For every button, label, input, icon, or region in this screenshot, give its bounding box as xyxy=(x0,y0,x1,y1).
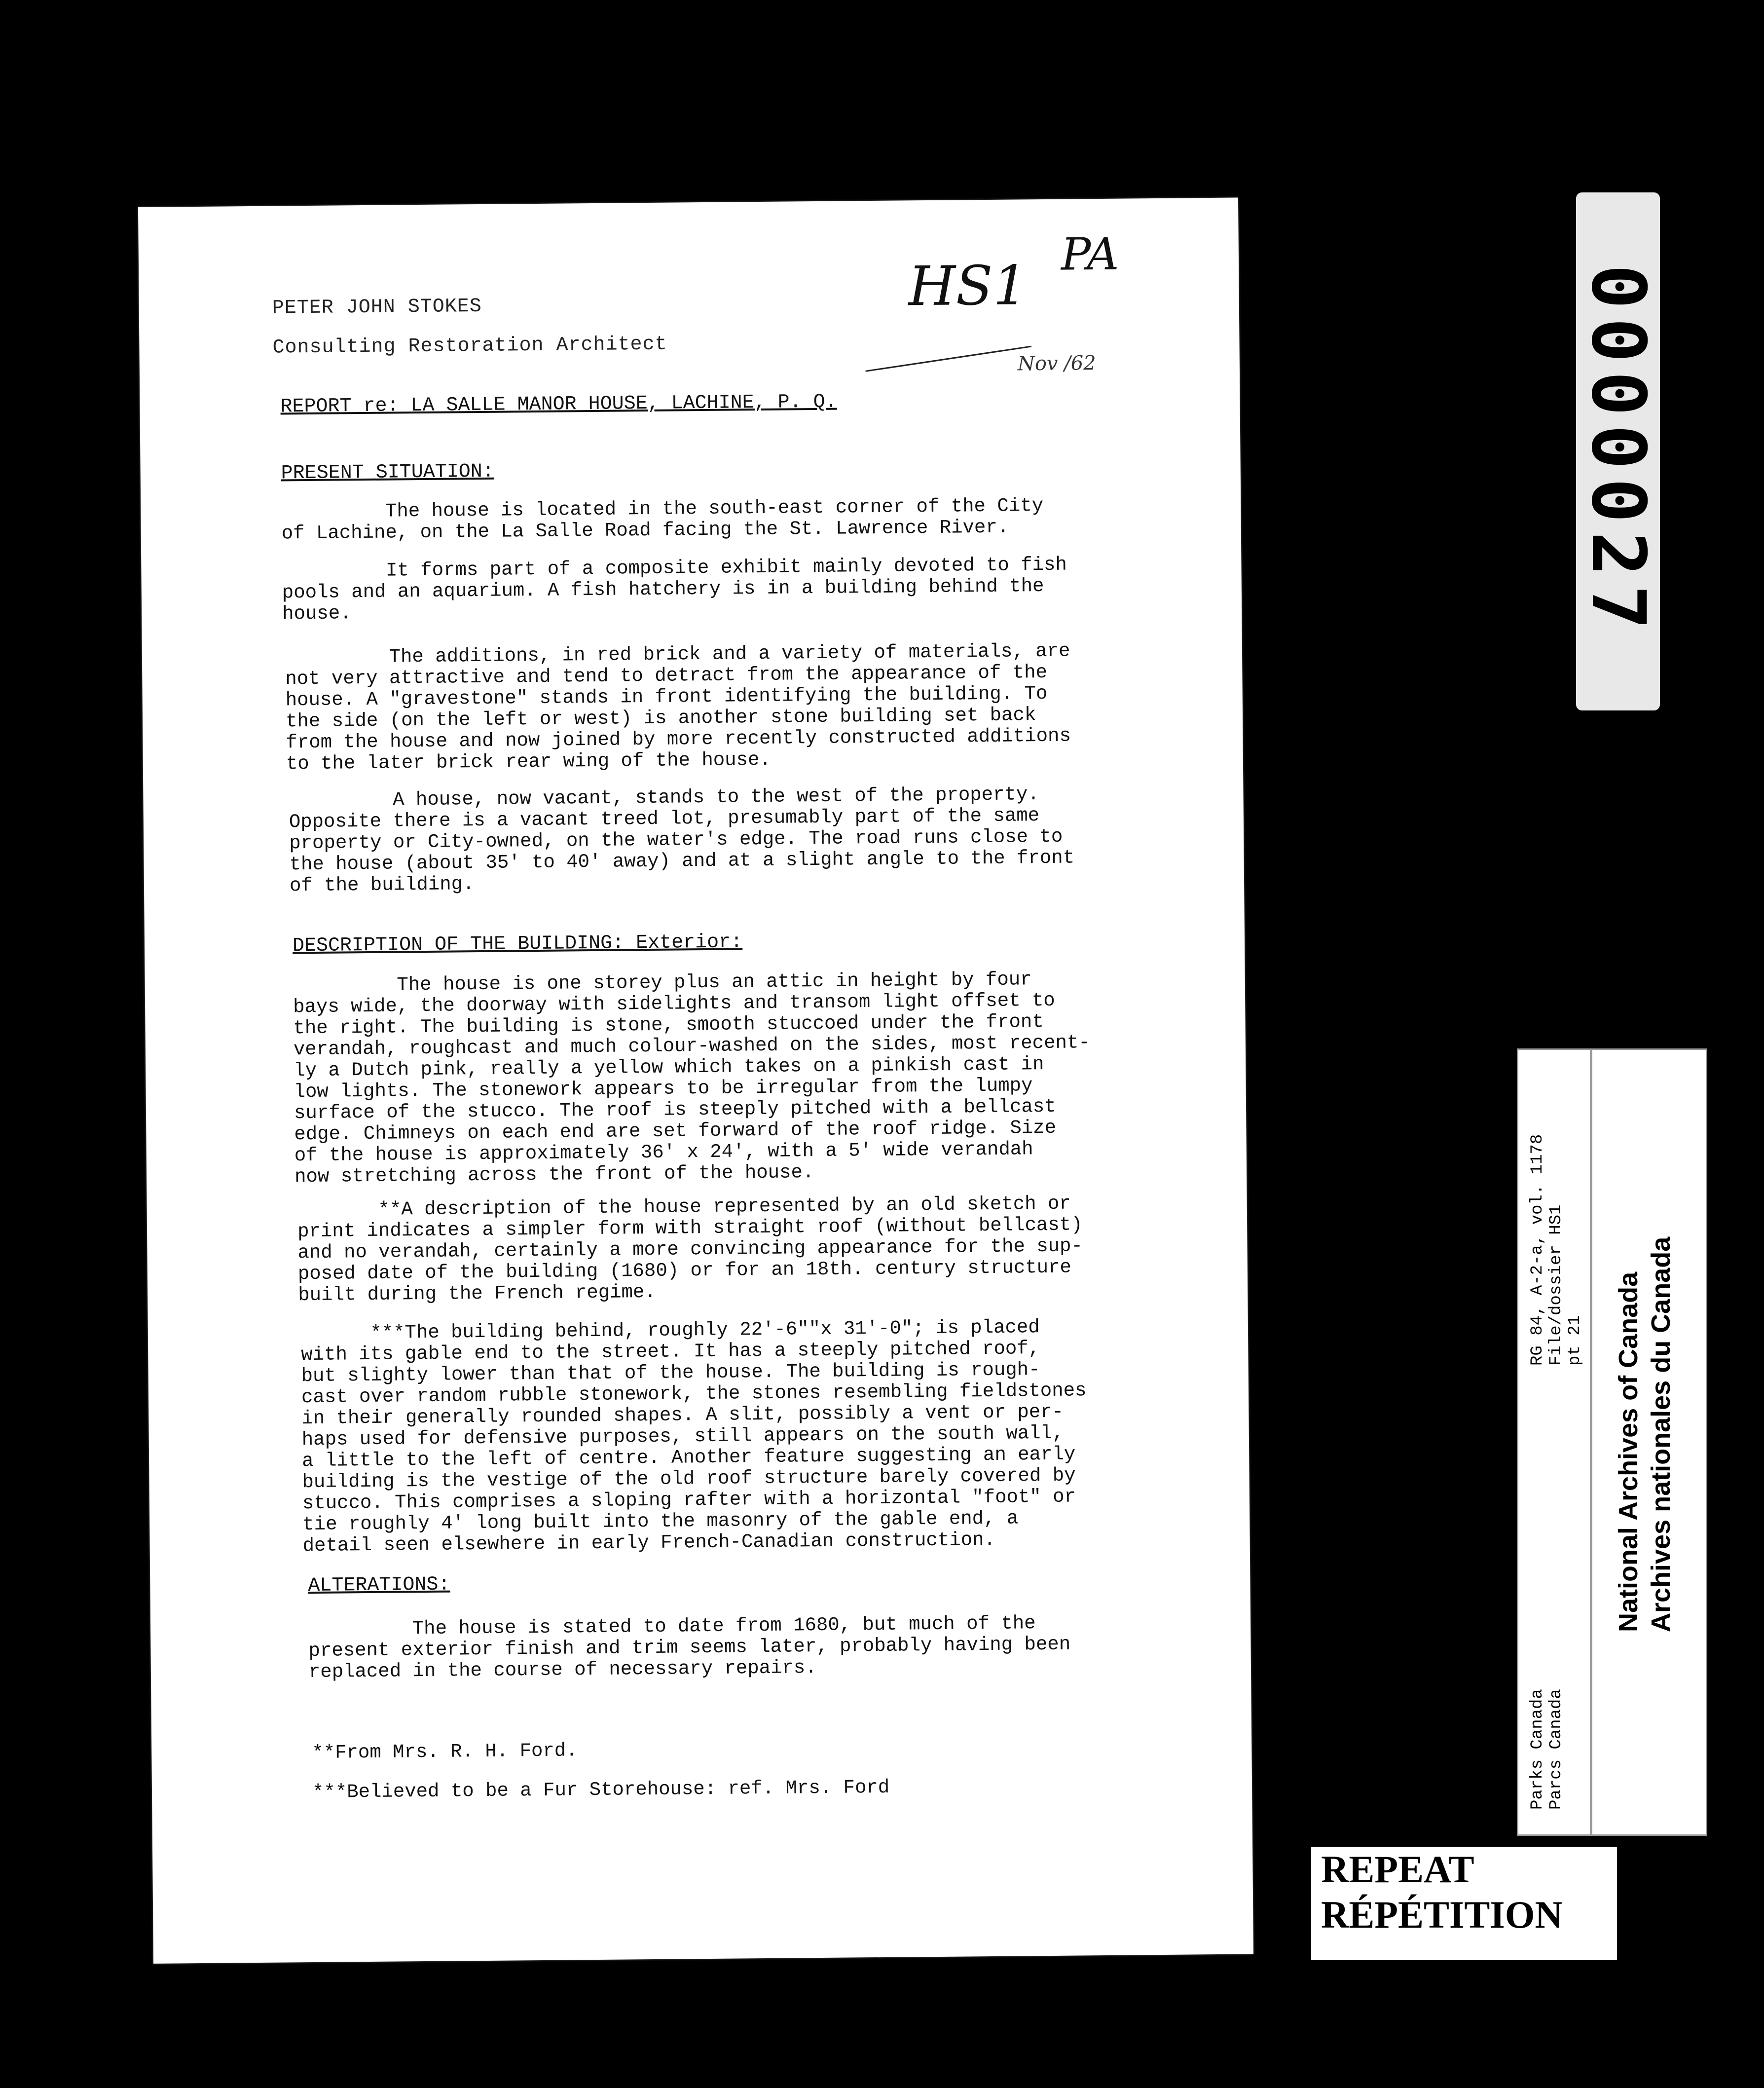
handwritten-file-ref: HS1 xyxy=(908,254,1028,318)
paragraph: The house is located in the south-east corner of the City of Lachine, on the La Salle Road facing the St. Lawrence River. xyxy=(281,495,1044,545)
stamp-line-1: REPEAT xyxy=(1321,1848,1474,1891)
reference-line-1: RG 84, A-2-a, vol. 1178 xyxy=(1528,1134,1547,1366)
archive-name-en: National Archives of Canada xyxy=(1614,1271,1643,1632)
section-heading-description: DESCRIPTION OF THE BUILDING: Exterior: xyxy=(292,931,743,958)
paragraph: The additions, in red brick and a variety of materials, are not very attractive and tend to detract from the appearance of the house. A "gravestone" stands in front identifying the building. To the side (on the left or west) is another stone building set back from the house and now joined by more recently constructed additions to the later brick rear wing of the house. xyxy=(285,640,1071,775)
paragraph: It forms part of a composite exhibit mainly devoted to fish pools and an aquarium. A fish hatchery is in a building behind the house. xyxy=(282,554,1067,625)
paragraph: The house is one storey plus an attic in height by four bays wide, the doorway with sidelights and transom light offset to the right. The building is stone, smooth stuccoed under the front verandah, roughcast and much colour-washed on the sides, most recent- ly a Dutch pink, really a yellow which takes on a pinkish cast in low lights. The stonework appears to be irregular from the lumpy surface of the stucco. The roof is steeply pitched with a bellcast edge. Chimneys on each end are set forward of the roof ridge. Size of the house is approximately 36' x 24', with a 5' wide verandah now stretching across the front of the house. xyxy=(293,969,1090,1188)
author-title: Consulting Restoration Architect xyxy=(272,333,667,359)
handwritten-stroke xyxy=(865,346,1031,372)
section-heading-alterations: ALTERATIONS: xyxy=(308,1573,450,1598)
section-heading-present: PRESENT SITUATION: xyxy=(281,460,494,485)
archive-name-label xyxy=(1591,1048,1707,1836)
reference-agency-en: Parks Canada xyxy=(1528,1689,1547,1810)
paragraph: A house, now vacant, stands to the west of the property. Opposite there is a vacant treed lot, presumably part of the same property or City-owned, on the water's edge. The road runs close to the house (about 35' to 40' away) and at a slight angle to the front of the building. xyxy=(289,783,1075,897)
footnote: ***Believed to be a Fur Storehouse: ref. Mrs. Ford xyxy=(312,1776,890,1804)
archive-reference-label xyxy=(1517,1048,1591,1836)
footnote: **From Mrs. R. H. Ford. xyxy=(312,1740,578,1764)
repeat-stamp xyxy=(1310,1845,1618,1962)
frame-number-strip xyxy=(1576,192,1660,710)
paragraph: ***The building behind, roughly 22'-6""x 31'-0"; is placed with its gable end to the street. It has a steeply pitched roof, but slighty lower than that of the house. The building is rough- cast over random rubble stonework, the stones resembling fieldstones in their generally rounded shapes. A slit, possibly a vent or per- haps used for defensive purposes, still appears on the south wall, a little to the left of centre. Another feature suggesting an early building is the vestige of the old roof structure barely covered by stucco. This comprises a sloping rafter with a horizontal "foot" or tie roughly 4' long built into the masonry of the gable end, a detail seen elsewhere in early French-Canadian construction. xyxy=(300,1316,1087,1557)
paragraph: **A description of the house represented by an old sketch or print indicates a simpler form with straight roof (without bellcast) and no verandah, certainly a more convincing appearance for the sup- posed date of the building (1680) or for an 18th. century structure built during the French regime. xyxy=(297,1193,1083,1306)
handwritten-initials: PA xyxy=(1061,228,1119,281)
author-name: PETER JOHN STOKES xyxy=(272,295,482,320)
reference-line-3: pt 21 xyxy=(1566,1315,1584,1366)
reference-line-2: File/dossier HS1 xyxy=(1547,1204,1566,1366)
archive-name-fr: Archives nationales du Canada xyxy=(1646,1236,1676,1632)
paragraph: The house is stated to date from 1680, but much of the present exterior finish and trim seems later, probably having been replaced in the course of necessary repairs. xyxy=(308,1612,1071,1683)
handwritten-date: Nov /62 xyxy=(1017,352,1096,375)
reference-agency-fr: Parcs Canada xyxy=(1547,1689,1566,1810)
stamp-line-2: RÉPÉTITION xyxy=(1321,1893,1563,1936)
document-page xyxy=(138,198,1253,1964)
frame-number: 0000027 xyxy=(1575,264,1661,639)
report-heading: REPORT re: LA SALLE MANOR HOUSE, LACHINE, P. Q. xyxy=(280,391,837,418)
